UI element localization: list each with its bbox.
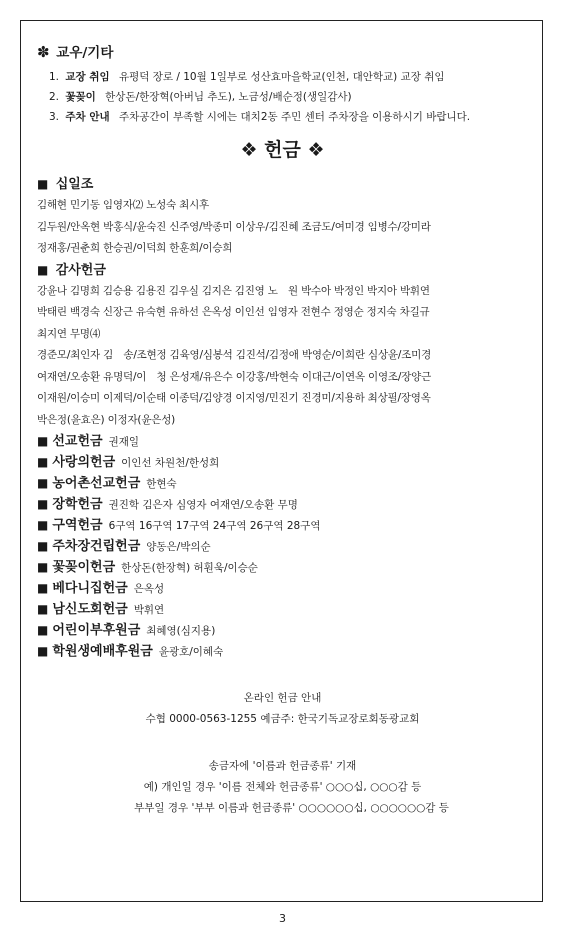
section-name: 장학헌금 <box>52 497 103 512</box>
page-number: 3 <box>279 912 286 925</box>
offering-line <box>37 452 528 473</box>
section-name: 꽃꽂이헌금 <box>52 560 116 575</box>
square-bullet-icon: ■ <box>37 539 49 553</box>
square-bullet-icon: ■ <box>37 434 49 448</box>
offering-title: ❖ 헌금 ❖ <box>240 139 325 161</box>
sender-example-individual: 예) 개인일 경우 '이름 전체와 헌금종류' ○○○십, ○○○감 등 <box>143 781 422 793</box>
offering-line <box>37 515 528 536</box>
offering-line <box>37 599 528 620</box>
sender-instructions <box>37 756 528 819</box>
section-name: 농어촌선교헌금 <box>52 476 141 491</box>
square-bullet-icon: ■ <box>37 602 49 616</box>
section-text: 한상돈(한장혁) 허훤욱/이승순 <box>121 562 258 574</box>
section-etc-title: 교우/기타 <box>56 45 114 61</box>
square-bullet-icon: ■ <box>37 581 49 595</box>
section-name: 십일조 <box>55 177 94 192</box>
section-text: 은옥성 <box>133 583 165 595</box>
sender-example-couple: 부부일 경우 '부부 이름과 헌금종류' ○○○○○○십, ○○○○○○감 등 <box>134 802 449 814</box>
section-name: 학원생예배후원금 <box>52 644 153 659</box>
name-line: 강윤나 김명희 김승용 김용진 김우실 김지은 김진영 노 원 박수아 박정인 박지아 박휘연 <box>37 284 430 297</box>
offering-line <box>37 620 528 641</box>
name-line: 이재원/이승미 이제덕/이순태 이종덕/김양경 이지영/민진기 진경미/지용하 최상필/장영옥 <box>37 392 431 404</box>
square-bullet-icon: ■ <box>37 623 49 637</box>
bulletin-content <box>37 41 528 819</box>
section-name: 남신도회헌금 <box>52 602 128 617</box>
section-text: 한현숙 <box>146 478 177 490</box>
section-name: 어린이부후원금 <box>52 623 141 638</box>
name-line: 여재연/오송환 유명덕/이 청 은성재/유은수 이강홍/박현숙 이대근/이연옥 이영조/장양근 <box>37 370 432 383</box>
notice-label: 교장 취임 <box>65 71 110 83</box>
notice-text: 유평덕 장로 / 10월 1일부로 성산효마을학교(인천, 대안학교) 교장 취임 <box>118 71 445 83</box>
section-name: 베다니집헌금 <box>52 581 128 596</box>
asterisk-icon: ✽ <box>37 43 50 61</box>
offering-line <box>37 431 528 452</box>
square-bullet-icon: ■ <box>37 518 49 532</box>
section-text: 권진학 김은자 심영자 여재연/오송환 무명 <box>108 499 298 511</box>
section-text: 이인선 차원천/한성희 <box>121 457 220 469</box>
section-name: 감사헌금 <box>55 262 106 278</box>
section-text: 양동은/박의순 <box>146 541 211 553</box>
notice-item: 2. 꽃꽂이 한상돈/한장혁(아버님 추도), 노금성/배순정(생일감사) <box>49 91 352 103</box>
square-bullet-icon: ■ <box>37 497 49 511</box>
thanks-heading <box>37 260 528 281</box>
name-line: 박은정(윤효은) 이정자(윤은성) <box>37 413 176 426</box>
section-etc-heading <box>37 41 528 61</box>
offering-line <box>37 578 528 599</box>
square-bullet-icon: ■ <box>37 560 49 574</box>
offering-line <box>37 641 528 662</box>
section-text: 권재일 <box>108 436 140 448</box>
offering-line <box>37 557 528 578</box>
section-text: 6구역 16구역 17구역 24구역 26구역 28구역 <box>108 520 321 532</box>
name-line: 경준모/최인자 김 송/조현정 김육영/심봉석 김진석/김정애 박영순/이희란 심상윤/조미경 <box>37 349 432 361</box>
offering-line <box>37 494 528 515</box>
square-bullet-icon: ■ <box>37 455 49 469</box>
notice-text: 주차공간이 부족할 시에는 대치2동 주민 센터 주차장을 이용하시기 바랍니다. <box>118 111 471 123</box>
square-bullet-icon: ■ <box>37 644 49 658</box>
online-offering-info <box>37 688 528 730</box>
square-bullet-icon: ■ <box>37 177 49 191</box>
name-line: 박태린 백경숙 신장근 유숙현 유하선 은옥성 이인선 임영자 전현수 정영순 정지숙 차길규 <box>37 306 430 318</box>
notice-label: 꽃꽂이 <box>65 91 96 103</box>
notice-item: 3. 주차 안내 주차공간이 부족할 시에는 대치2동 주민 센터 주차장을 이용하시기 바랍니다. <box>49 111 471 123</box>
section-name: 주차장건립헌금 <box>52 539 141 554</box>
tithe-heading <box>37 174 528 195</box>
section-name: 사랑의헌금 <box>52 455 116 470</box>
section-text: 최혜영(심지용) <box>146 625 216 637</box>
name-line: 김해현 민기동 임영자⑵ 노성숙 최시후 <box>37 199 209 211</box>
offering-line <box>37 473 528 494</box>
notice-item: 1. 교장 취임 유평덕 장로 / 10월 1일부로 성산효마을학교(인천, 대안학교) 교장 취임 <box>49 71 445 83</box>
notice-text: 한상돈/한장혁(아버님 추도), 노금성/배순정(생일감사) <box>105 91 352 103</box>
offering-line <box>37 536 528 557</box>
name-line: 정재홍/권춘희 한승권/이덕희 한훈희/이승희 <box>37 242 233 254</box>
online-account: 수협 0000-0563-1255 예금주: 한국기독교장로회동광교회 <box>145 713 420 725</box>
name-line: 김두원/안옥현 박홍식/윤숙진 신주영/박종미 이상우/김진혜 조금도/여미경 임병수/강미라 <box>37 220 431 233</box>
section-name: 선교헌금 <box>52 434 103 449</box>
sender-rule: 송금자에 '이름과 헌금종류' 기재 <box>208 760 357 772</box>
section-text: 박휘연 <box>133 604 165 616</box>
square-bullet-icon: ■ <box>37 262 49 277</box>
section-text: 윤광호/이혜숙 <box>158 646 224 658</box>
square-bullet-icon: ■ <box>37 476 49 490</box>
section-name: 구역헌금 <box>52 518 103 533</box>
notice-label: 주차 안내 <box>65 111 110 123</box>
name-line: 최지연 무명⑷ <box>37 327 101 340</box>
online-title: 온라인 헌금 안내 <box>243 692 322 704</box>
bulletin-frame <box>20 20 543 902</box>
